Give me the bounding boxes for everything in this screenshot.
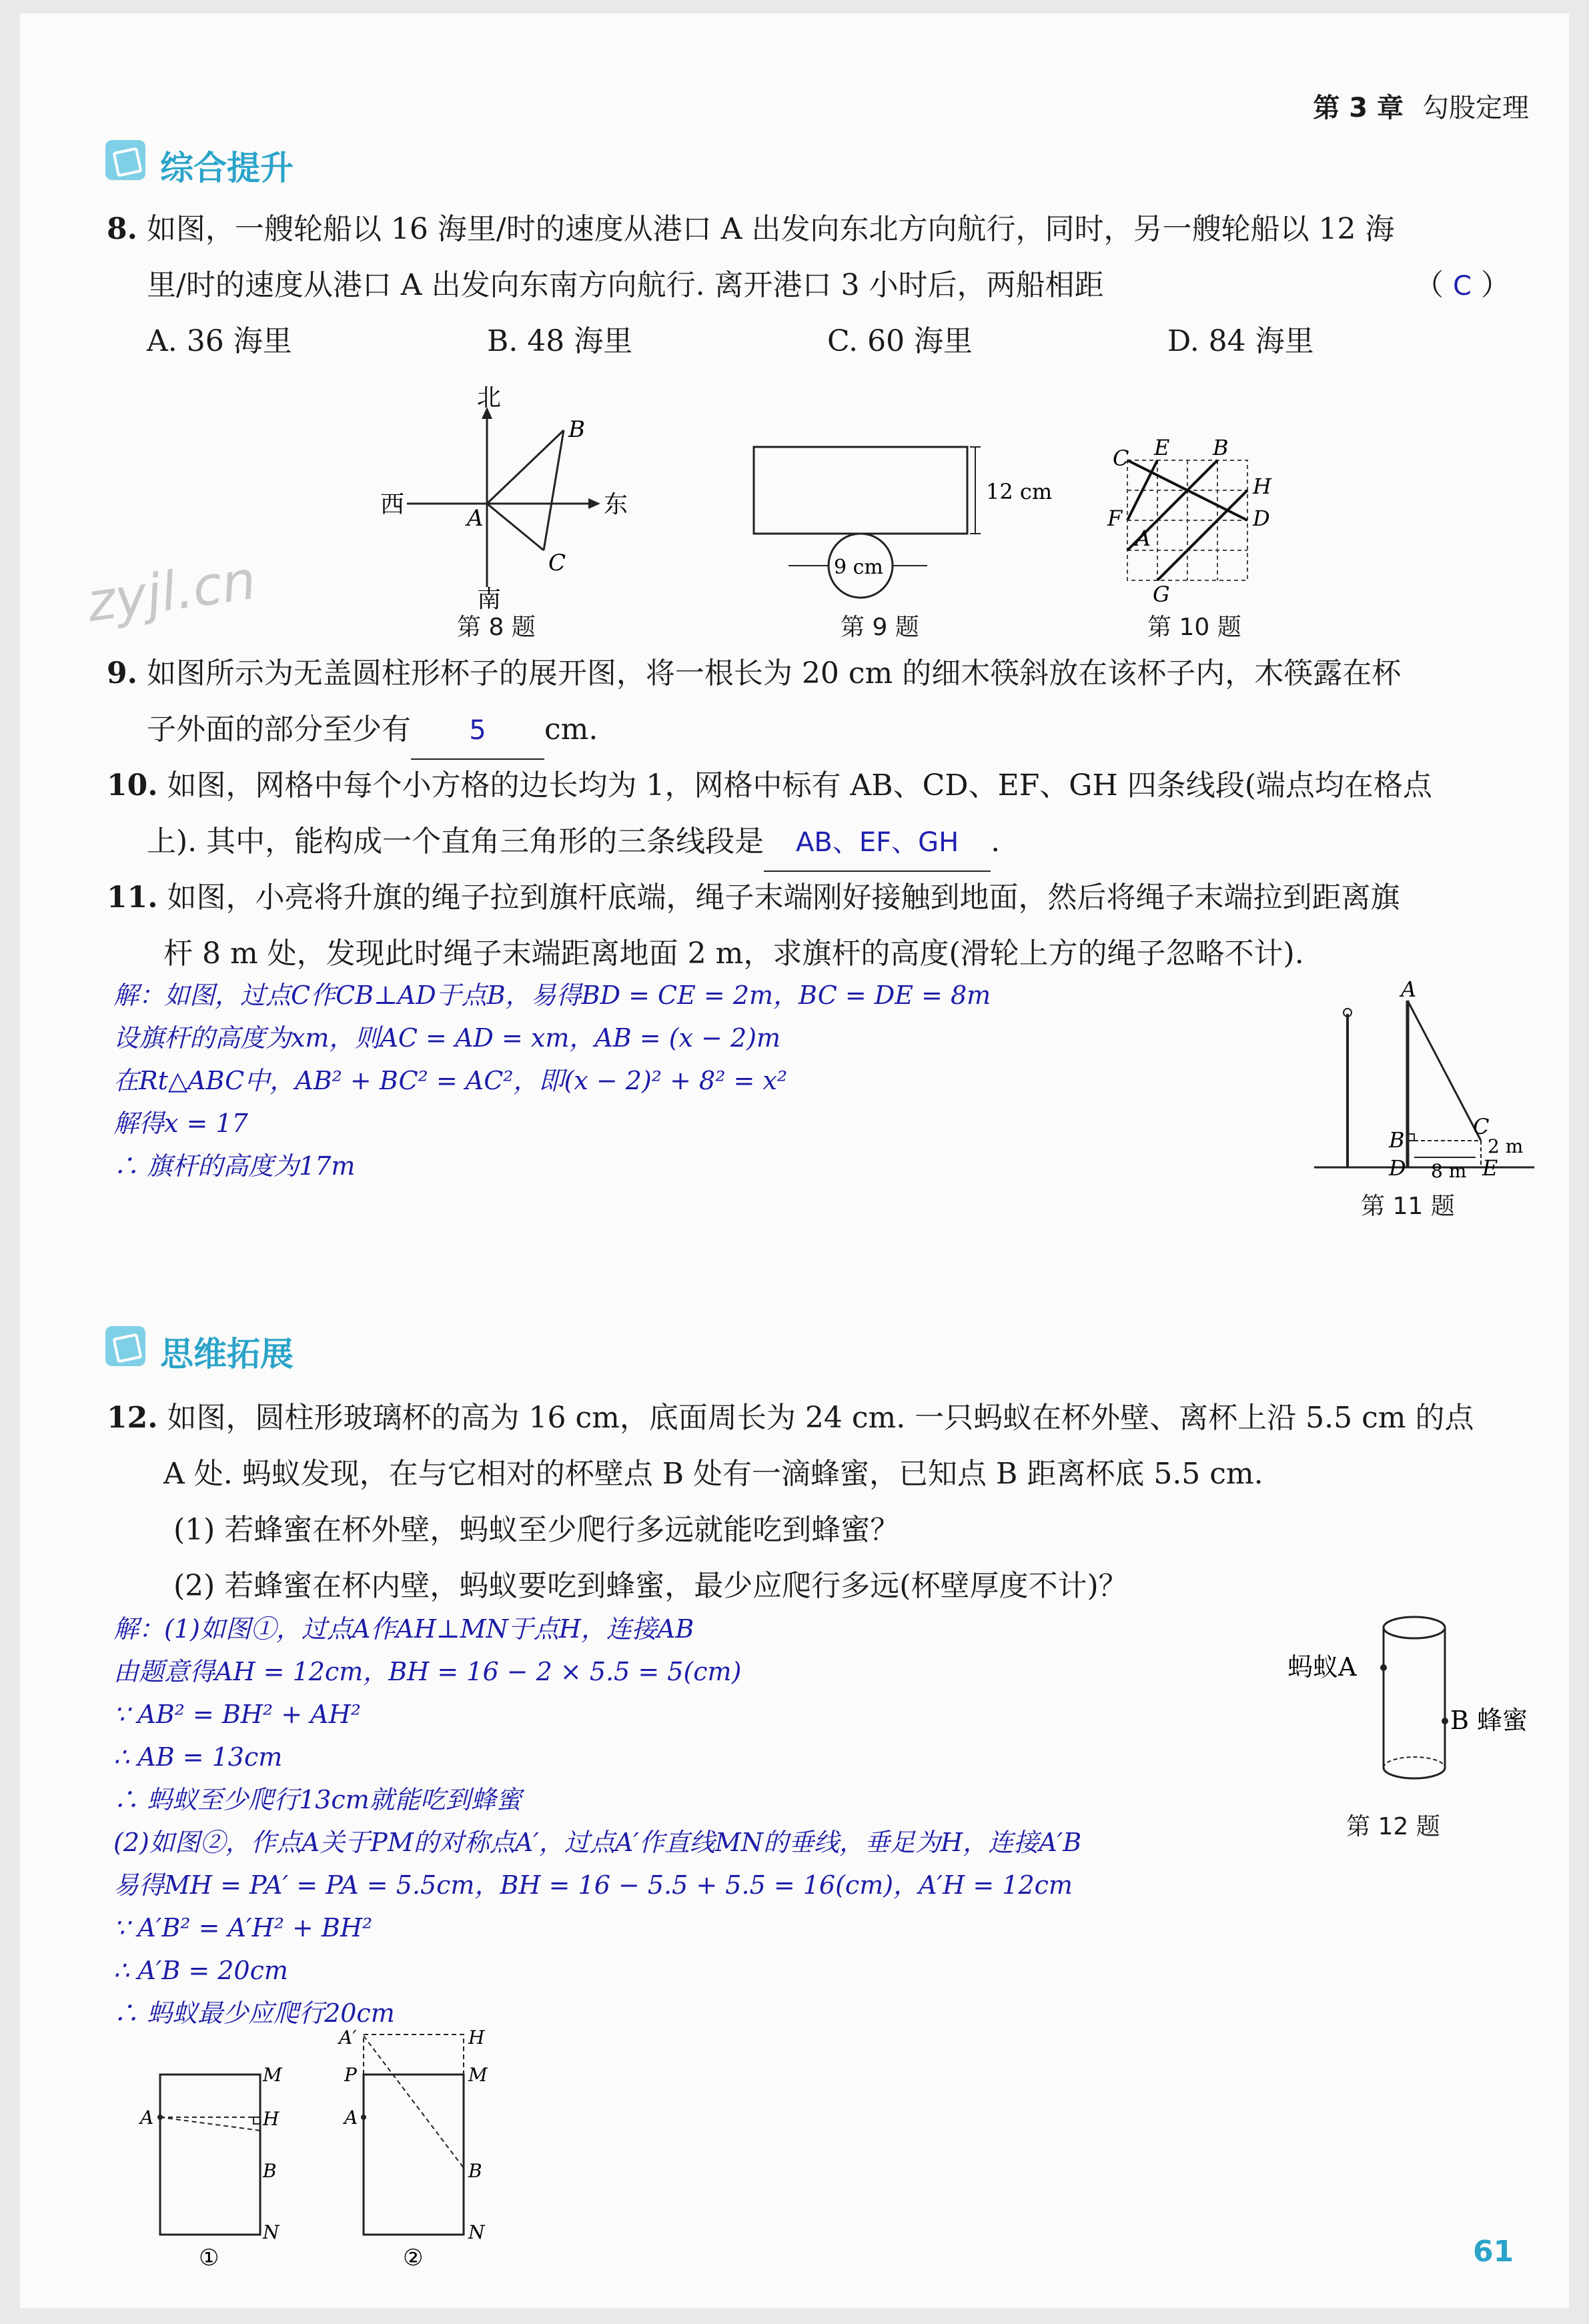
- q11-sol-line: 在Rt△ABC中，AB² + BC² = AC²，即(x − 2)² + 8² = x²: [113, 1066, 788, 1095]
- page-number: 61: [1473, 2235, 1514, 2269]
- fig9-circ-label: 9 cm: [834, 556, 883, 579]
- fig11-caption: 第 11 题: [1361, 1193, 1455, 1220]
- q10-line2: [147, 814, 1000, 872]
- sol2-caption: ②: [403, 2245, 424, 2271]
- q10-answer: AB、EF、GH: [764, 814, 991, 872]
- q8-number: 8.: [107, 212, 137, 246]
- fig11-width-label: 8 m: [1431, 1160, 1467, 1182]
- fig10-label-g: G: [1153, 582, 1170, 607]
- sol1-caption: ①: [199, 2245, 219, 2271]
- fig10-label-b: B: [1213, 435, 1229, 460]
- sol1-label-h: H: [263, 2108, 280, 2130]
- q11-sol-line: 解：如图，过点C作CB⊥AD于点B，易得BD = CE = 2m，BC = DE = 8m: [113, 981, 991, 1010]
- chapter-title: 勾股定理: [1422, 93, 1529, 123]
- chapter-header: [1313, 87, 1529, 125]
- fig10-label-e: E: [1154, 435, 1170, 460]
- q12-sub2: (2) 若蜂蜜在杯内壁，蚂蚁要吃到蜂蜜，最少应爬行多远(杯壁厚度不计)？: [173, 1569, 1128, 1603]
- fig10-label-f: F: [1107, 506, 1123, 531]
- chapter-number: 第 3 章: [1313, 93, 1404, 123]
- q12-line2: A 处. 蚂蚁发现，在与它相对的杯壁点 B 处有一滴蜂蜜，已知点 B 距离杯底 5.5 cm.: [163, 1457, 1263, 1491]
- q8-line2: 里/时的速度从港口 A 出发向东南方向航行. 离开港口 3 小时后，两船相距: [147, 268, 1104, 302]
- fig8-caption: 第 8 题: [457, 614, 536, 641]
- section-title-2: 思维拓展: [160, 1335, 294, 1373]
- figure-11: [1301, 974, 1554, 1187]
- q12-sol-line: ∵ A′B² = A′H² + BH²: [113, 1913, 373, 1942]
- q10-text2a: 上). 其中，能构成一个直角三角形的三条线段是: [147, 824, 764, 858]
- q8-choice-b: B. 48 海里: [487, 324, 633, 358]
- fig8-east: 东: [604, 491, 628, 518]
- fig11-height-label: 2 m: [1488, 1135, 1524, 1157]
- figure-12: [1274, 1601, 1554, 1801]
- fig11-label-b: B: [1389, 1127, 1405, 1153]
- sol2-label-h: H: [468, 2026, 485, 2049]
- q9-answer: 5: [411, 702, 544, 760]
- q9-text2a: 子外面的部分至少有: [147, 712, 411, 746]
- fig10-caption: 第 10 题: [1147, 614, 1241, 641]
- sol1-label-a: A: [140, 2107, 154, 2129]
- fig10-label-h: H: [1253, 474, 1271, 499]
- fig9-height-label: 12 cm: [986, 479, 1053, 504]
- figure-10: [1087, 427, 1287, 607]
- sol2-label-p: P: [344, 2064, 357, 2086]
- q12-sol-line: ∴ 蚂蚁至少爬行13cm就能吃到蜂蜜: [113, 1785, 522, 1814]
- q12-number: 12.: [107, 1401, 158, 1435]
- q12-sol-line: ∴ AB = 13cm: [113, 1742, 283, 1772]
- q9-line1: [107, 646, 1401, 702]
- sol1-label-b: B: [263, 2160, 277, 2182]
- q9-number: 9.: [107, 656, 137, 690]
- page: [20, 13, 1569, 2308]
- q8-answer-bracket: （ C ）: [1414, 268, 1510, 302]
- q8-choice-a: A. 36 海里: [147, 324, 292, 358]
- sol1-label-n: N: [263, 2221, 280, 2243]
- solution-figures: [120, 2026, 520, 2275]
- sol2-label-b: B: [468, 2160, 482, 2182]
- q10-line1: [107, 758, 1432, 814]
- fig10-label-d: D: [1253, 506, 1270, 531]
- q12-sol-line: ∴ 蚂蚁最少应爬行20cm: [113, 1998, 395, 2028]
- fig8-west: 西: [380, 491, 405, 518]
- q12-text1: 如图，圆柱形玻璃杯的高为 16 cm，底面周长为 24 cm. 一只蚂蚁在杯外壁、离杯上沿 5.5 cm 的点: [167, 1401, 1474, 1435]
- q11-sol-line: ∴ 旗杆的高度为17m: [113, 1151, 356, 1181]
- q12-sol-line: ∵ AB² = BH² + AH²: [113, 1700, 361, 1729]
- q8-text1: 如图，一艘轮船以 16 海里/时的速度从港口 A 出发向东北方向航行，同时，另一艘轮船以 12 海: [146, 212, 1395, 246]
- q8-choice-c: C. 60 海里: [827, 324, 973, 358]
- figure-8: [367, 384, 660, 614]
- q9-text2b: cm.: [544, 712, 598, 746]
- q9-text1: 如图所示为无盖圆柱形杯子的展开图，将一根长为 20 cm 的细木筷斜放在该杯子内，木筷露在杯: [146, 656, 1402, 690]
- q12-sol-line: 解：(1)如图①，过点A作AH⊥MN于点H，连接AB: [113, 1614, 694, 1644]
- watermark: zyjl.cn: [83, 548, 260, 634]
- q8-choice-d: D. 84 海里: [1167, 324, 1314, 358]
- fig12-ant-label: 蚂蚁A: [1287, 1652, 1357, 1682]
- fig12-honey-label: B 蜂蜜: [1450, 1706, 1528, 1735]
- q11-text1: 如图，小亮将升旗的绳子拉到旗杆底端，绳子末端刚好接触到地面，然后将绳子末端拉到距离旗: [167, 881, 1400, 915]
- q9-line2: [147, 702, 598, 760]
- fig8-north: 北: [477, 384, 502, 412]
- q11-number: 11.: [107, 881, 158, 915]
- fig11-label-e: E: [1482, 1155, 1498, 1181]
- q12-solution: [113, 1608, 1081, 2035]
- figure-9: [727, 427, 1053, 600]
- q11-sol-line: 解得x = 17: [113, 1109, 248, 1138]
- fig8-label-b: B: [568, 416, 585, 443]
- fig10-label-c: C: [1113, 446, 1129, 471]
- fig8-south: 南: [477, 586, 502, 613]
- q12-sol-line: 易得MH = PA′ = PA = 5.5cm，BH = 16 − 5.5 + 5.5 = 16(cm)，A′H = 12cm: [113, 1870, 1073, 1900]
- pencil-icon: [105, 140, 145, 180]
- star-icon: [105, 1326, 145, 1366]
- fig11-label-c: C: [1473, 1114, 1490, 1139]
- fig9-caption: 第 9 题: [841, 614, 919, 641]
- q11-line1: [107, 870, 1400, 926]
- q11-sol-line: 设旗杆的高度为xm，则AC = AD = xm，AB = (x − 2)m: [113, 1023, 781, 1053]
- sol2-label-a: A: [344, 2107, 358, 2129]
- sol2-label-n: N: [468, 2221, 485, 2243]
- q12-sol-line: ∴ A′B = 20cm: [113, 1956, 288, 1985]
- q8-answer: C: [1453, 271, 1472, 302]
- fig8-label-a: A: [467, 505, 484, 532]
- fig8-label-c: C: [548, 550, 566, 576]
- fig11-label-d: D: [1389, 1155, 1406, 1181]
- sol2-label-m: M: [468, 2064, 488, 2086]
- q12-line1: [107, 1390, 1474, 1446]
- q10-text1: 如图，网格中每个小方格的边长均为 1，网格中标有 AB、CD、EF、GH 四条线段(端点均在格点: [167, 768, 1432, 802]
- q12-sub1: (1) 若蜂蜜在杯外壁，蚂蚁至少爬行多远就能吃到蜂蜜？: [173, 1513, 900, 1547]
- q11-line2: 杆 8 m 处，发现此时绳子末端距离地面 2 m，求旗杆的高度(滑轮上方的绳子忽略不计).: [163, 937, 1304, 971]
- q12-sol-line: 由题意得AH = 12cm，BH = 16 − 2 × 5.5 = 5(cm): [113, 1657, 742, 1686]
- section-title-1: 综合提升: [160, 149, 294, 187]
- q10-text2b: .: [991, 824, 1001, 858]
- q11-solution: [113, 974, 991, 1187]
- q12-sol-line: (2)如图②，作点A关于PM的对称点A′，过点A′作直线MN的垂线，垂足为H，连接A′B: [113, 1828, 1082, 1857]
- q10-number: 10.: [107, 768, 158, 802]
- sol2-label-aprime: A′: [339, 2026, 357, 2049]
- fig11-label-a: A: [1401, 977, 1417, 1002]
- sol1-label-m: M: [263, 2064, 282, 2086]
- fig10-label-a: A: [1135, 526, 1151, 551]
- q8-line1: [107, 201, 1394, 257]
- fig12-caption: 第 12 题: [1346, 1813, 1440, 1840]
